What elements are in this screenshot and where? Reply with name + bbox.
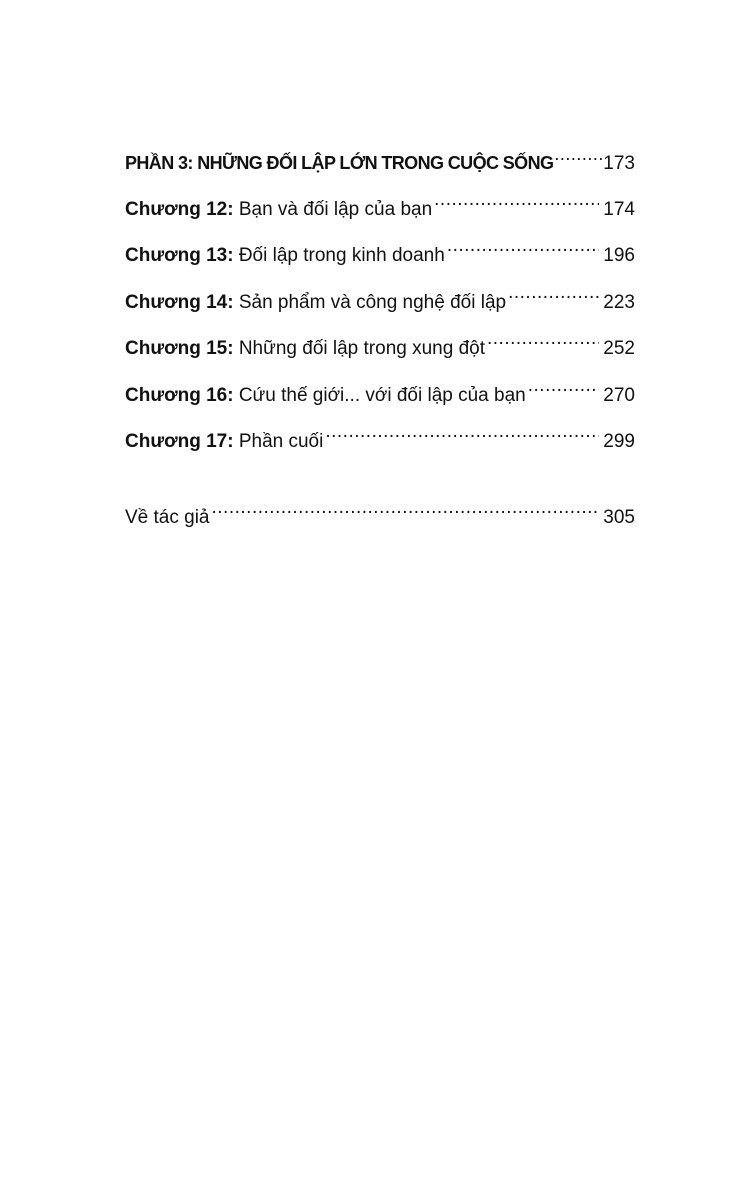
chapter-label: Chương 17: bbox=[125, 431, 234, 452]
page-number: 173 bbox=[603, 153, 635, 174]
page-number: 305 bbox=[603, 506, 635, 528]
toc-chapter-15[interactable] bbox=[125, 332, 635, 379]
chapter-title: Đối lập trong kinh doanh bbox=[238, 245, 445, 266]
dot-leader bbox=[447, 242, 599, 261]
chapter-title: Cứu thế giới... với đối lập của bạn bbox=[238, 384, 526, 406]
dot-leader bbox=[212, 504, 600, 523]
toc-chapter-13[interactable] bbox=[125, 239, 635, 286]
toc-chapter-16[interactable] bbox=[125, 379, 635, 426]
chapter-title: Phần cuối bbox=[238, 431, 324, 452]
part-title: PHẦN 3: NHỮNG ĐỐI LẬP LỚN TRONG CUỘC SỐNG bbox=[125, 153, 554, 173]
page-number: 299 bbox=[603, 431, 635, 452]
dot-leader bbox=[434, 196, 599, 215]
page-number: 270 bbox=[603, 384, 635, 406]
dot-leader bbox=[508, 289, 599, 308]
chapter-label: Chương 12: bbox=[125, 198, 234, 220]
toc-part-3[interactable] bbox=[125, 146, 635, 193]
dot-leader bbox=[325, 428, 599, 447]
page-number: 252 bbox=[603, 338, 635, 359]
page-number: 223 bbox=[603, 291, 635, 313]
chapter-label: Chương 16: bbox=[125, 384, 234, 406]
chapter-title: Những đối lập trong xung đột bbox=[238, 338, 485, 359]
table-of-contents bbox=[125, 146, 635, 547]
toc-chapter-17[interactable] bbox=[125, 425, 635, 472]
chapter-title: Bạn và đối lập của bạn bbox=[238, 198, 433, 220]
dot-leader bbox=[554, 151, 603, 169]
about-title: Về tác giả bbox=[125, 506, 210, 528]
toc-chapter-14[interactable] bbox=[125, 286, 635, 333]
chapter-label: Chương 13: bbox=[125, 245, 234, 266]
section-spacer bbox=[125, 472, 635, 501]
toc-about-author[interactable] bbox=[125, 501, 635, 548]
toc-chapter-12[interactable] bbox=[125, 193, 635, 240]
page-number: 196 bbox=[603, 245, 635, 266]
page-number: 174 bbox=[603, 198, 635, 220]
chapter-label: Chương 14: bbox=[125, 291, 234, 313]
chapter-label: Chương 15: bbox=[125, 338, 234, 359]
chapter-title: Sản phẩm và công nghệ đối lập bbox=[238, 291, 507, 313]
dot-leader bbox=[528, 382, 600, 401]
dot-leader bbox=[487, 335, 599, 354]
